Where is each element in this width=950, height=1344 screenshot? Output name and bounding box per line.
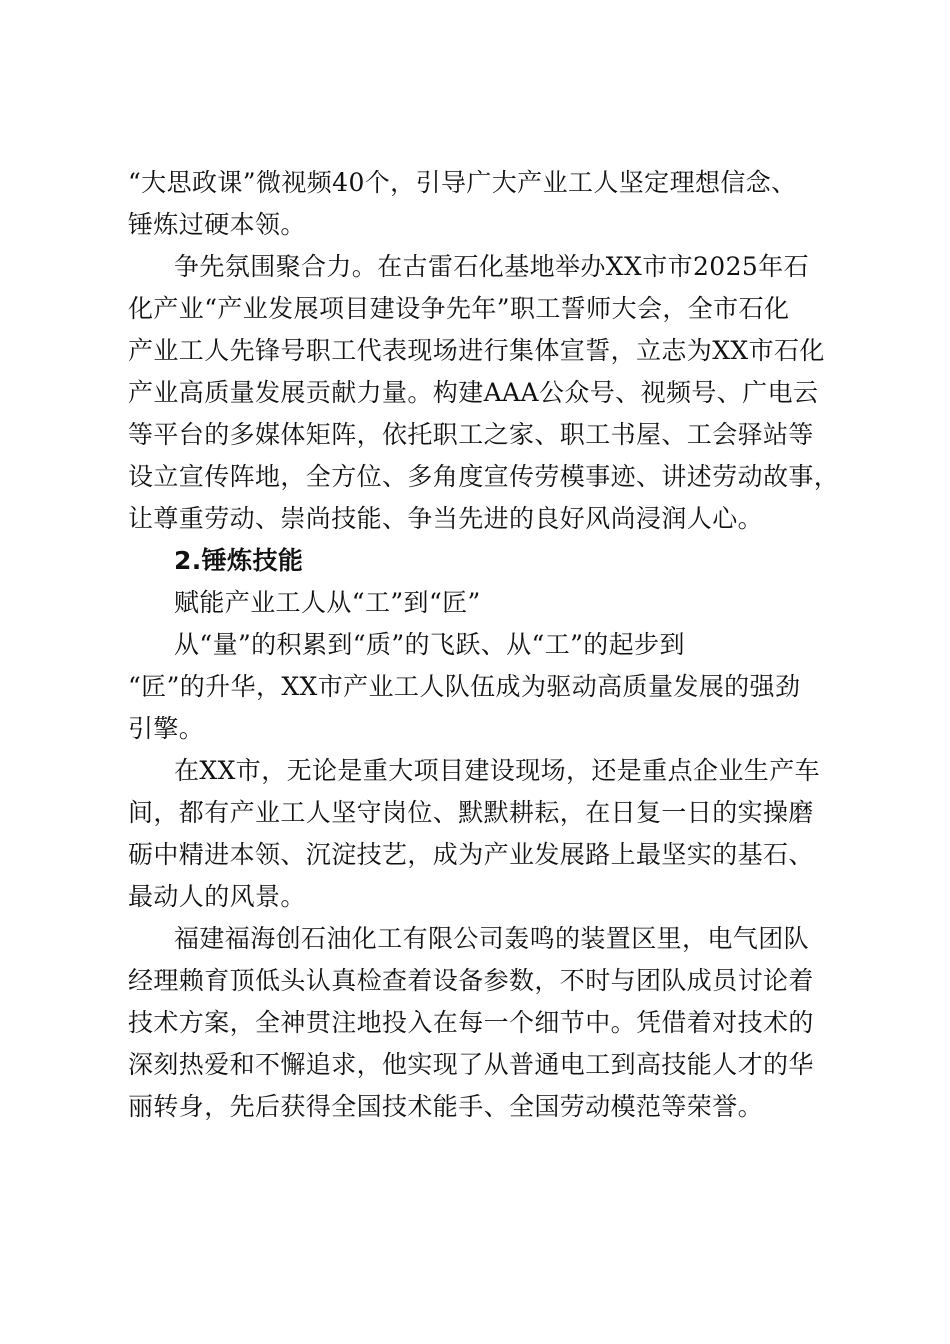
- text-line: 经理赖育顶低头认真检查着设备参数，不时与团队成员讨论着: [128, 966, 814, 995]
- text-line: 产业高质量发展贡献力量。构建AAA公众号、视频号、广电云: [128, 378, 819, 407]
- paragraph: [128, 750, 844, 918]
- text-line: “匠”的升华，XX市产业工人队伍成为驱动高质量发展的强劲: [128, 672, 801, 701]
- text-line: 化产业“产业发展项目建设争先年”职工誓师大会，全市石化: [128, 294, 790, 323]
- text-line: “大思政课”微视频40个，引导广大产业工人坚定理想信念、: [128, 168, 797, 197]
- paragraph: [128, 624, 844, 750]
- document-body: [128, 162, 844, 1128]
- paragraph: [128, 918, 844, 1128]
- text-line: 砺中精进本领、沉淀技艺，成为产业发展路上最坚实的基石、: [128, 840, 814, 869]
- text-line: 争先氛围聚合力。在古雷石化基地举办XX市市2025年石: [174, 252, 810, 281]
- text-line: 产业工人先锋号职工代表现场进行集体宣誓，立志为XX市石化: [128, 336, 825, 365]
- text-line: 福建福海创石油化工有限公司轰鸣的装置区里，电气团队: [174, 924, 810, 953]
- text-line: 深刻热爱和不懈追求，他实现了从普通电工到高技能人才的华: [128, 1050, 814, 1079]
- text-line: 等平台的多媒体矩阵，依托职工之家、职工书屋、工会驿站等: [128, 420, 814, 449]
- text-line: 引擎。: [128, 714, 205, 743]
- text-line: 技术方案，全神贯注地投入在每一个细节中。凭借着对技术的: [128, 1008, 814, 1037]
- paragraph: [128, 162, 844, 246]
- text-line: 在XX市，无论是重大项目建设现场，还是重点企业生产车: [174, 756, 820, 785]
- text-line: 从“量”的积累到“质”的飞跃、从“工”的起步到: [174, 630, 685, 659]
- paragraph: [128, 582, 844, 624]
- paragraph: [128, 246, 844, 540]
- section-heading: [128, 540, 844, 582]
- text-line: 最动人的风景。: [128, 882, 306, 911]
- text-line: 设立宣传阵地，全方位、多角度宣传劳模事迹、讲述劳动故事，: [128, 462, 840, 491]
- text-line: 间，都有产业工人坚守岗位、默默耕耘，在日复一日的实操磨: [128, 798, 814, 827]
- text-line: 赋能产业工人从“工”到“匠”: [174, 588, 481, 617]
- text-line: 丽转身，先后获得全国技术能手、全国劳动模范等荣誉。: [128, 1092, 764, 1121]
- text-line: 锤炼过硬本领。: [128, 210, 306, 239]
- heading-text: 2.锤炼技能: [174, 546, 304, 575]
- text-line: 让尊重劳动、崇尚技能、争当先进的良好风尚浸润人心。: [128, 504, 764, 533]
